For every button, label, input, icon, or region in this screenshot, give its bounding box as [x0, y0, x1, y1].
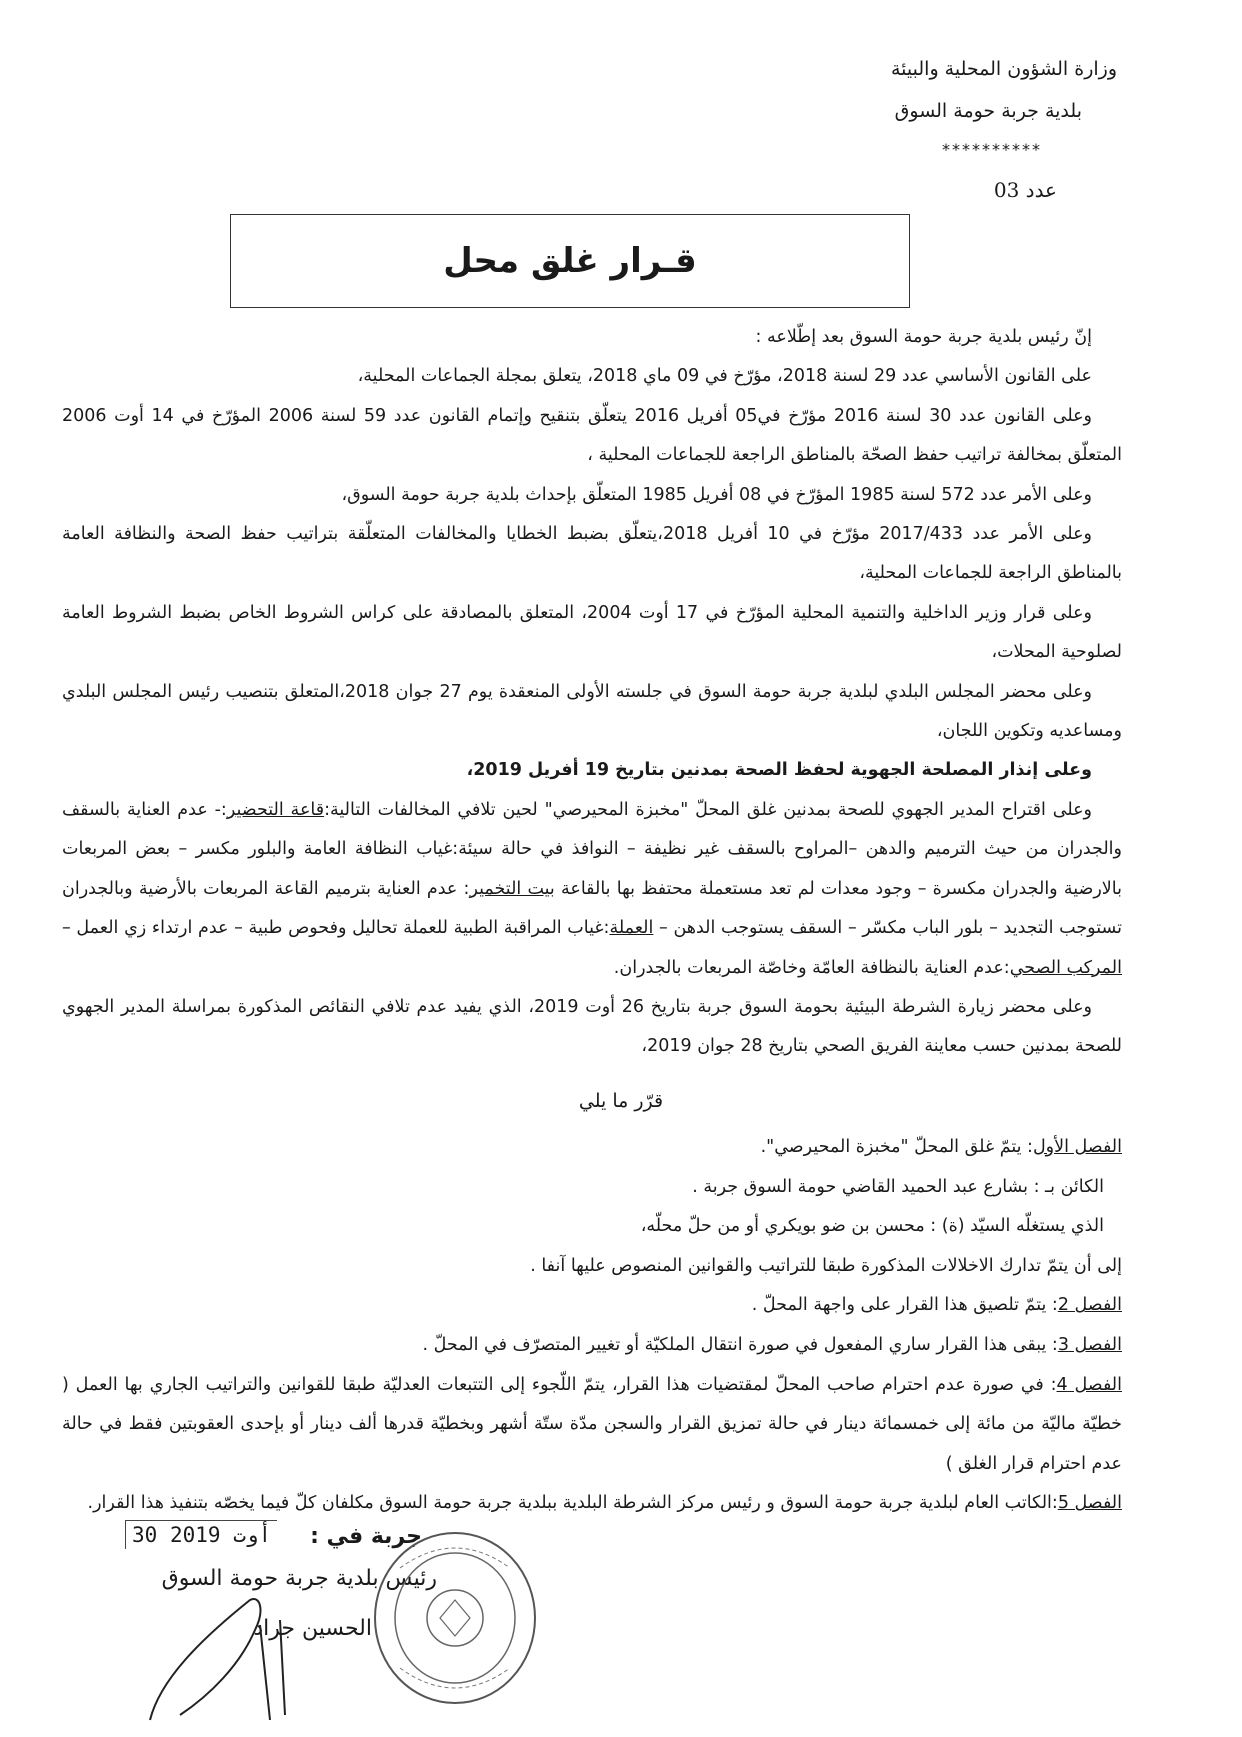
article-1-until: إلى أن يتمّ تدارك الاخلالات المذكورة طبقا للتراتيب والقوانين المنصوص عليها آنفا . [530, 1255, 1122, 1276]
municipality-name: بلدية جربة حومة السوق [894, 100, 1082, 122]
document-title: قـرار غلق محل [443, 241, 697, 281]
article-5-text: :الكاتب العام لبلدية جربة حومة السوق و رئيس مركز الشرطة البلدية ببلدية جربة حومة السوق مكلفان كلّ فيما يخصّه بتنفيذ هذا القرار. [87, 1493, 1058, 1514]
sanitary-label: المركب الصحي [1009, 957, 1122, 978]
proposal-paragraph [62, 791, 1122, 988]
police-report-line: وعلى محضر زيارة الشرطة البيئية بحومة السوق جربة بتاريخ 26 أوت 2019، الذي يفيد عدم تلافي النقائص المذكورة بمراسلة المدير الجهوي للصحة بمدنين حسب معاينة الفريق الصحي بتاريخ 28 جوان 2019، [62, 996, 1122, 1057]
handwritten-signature-icon [140, 1580, 300, 1725]
consideration-item: وعلى الأمر عدد 2017/433 مؤرّخ في 10 أفريل 2018،يتعلّق بضبط الخطايا والمخالفات المتعلّقة بتراتيب حفظ الصحة والنظافة العامة بالمناطق الراجعة للجماعات المحلية، [62, 524, 1122, 584]
prep-room-label: قاعة التحضير [226, 799, 325, 820]
article-5 [62, 1484, 1122, 1524]
consideration-item: وعلى الأمر عدد 572 لسنة 1985 المؤرّخ في 08 أفريل 1985 المتعلّق بإحداث بلدية جربة حومة السوق، [341, 484, 1092, 505]
consideration-item: وعلى القانون عدد 30 لسنة 2016 مؤرّخ في05 أفريل 2016 يتعلّق بتنقيح وإتمام القانون عدد 59 لسنة 2006 المؤرّخ في 14 أوت 2006 المتعلّق بمخالفة تراتيب حفظ الصحّة بالمناطق الراجعة للجماعات المحلية ، [62, 405, 1122, 466]
reference-value: 03 [993, 178, 1020, 202]
article-1 [62, 1128, 1122, 1168]
fermentation-room-text: : عدم العناية بترميم القاعة المربعات بالأرضية وبالجدران تستوجب التجديد – بلور الباب مكسّر – السقف يستوجب الدهن – [62, 878, 1122, 939]
signatory-name: الحسين جراد [253, 1616, 372, 1641]
articles-section [62, 1128, 1122, 1524]
intro-line: إنّ رئيس بلدية جربة حومة السوق بعد إطّلاعه : [755, 327, 1092, 347]
signatory-title: رئيس بلدية جربة حومة السوق [161, 1566, 437, 1591]
article-3 [62, 1326, 1122, 1366]
reference-number [994, 178, 1057, 202]
ministry-name: وزارة الشؤون المحلية والبيئة [891, 58, 1117, 80]
workers-label: العملة [609, 918, 654, 939]
article-4-text: : في صورة عدم احترام صاحب المحلّ لمقتضيات هذا القرار، يتمّ اللّجوء إلى التتبعات العدليّة طبقا للقوانين والتراتيب الجاري بها العمل ( خطيّة ماليّة من مائة إلى خمسمائة دينار في حالة تمزيق القرار والسجن مدّة ستّة أشهر وبخطيّة قدرها ألف دينار أو بإحدى العقوبتين فقط في حالة عدم احترام قرار الغلق ) [62, 1374, 1122, 1474]
prep-room-text: :- عدم العناية بالسقف والجدران من حيث الترميم والدهن –المراوح بالسقف غير نظيفة – النوافذ في حالة سيئة:غياب النظافة العامة والبلور مكسر – بعض المربعات بالارضية والجدران مكسرة – وجود معدات لم تعد مستعملة محتفظ بها بالقاعة [62, 799, 1122, 899]
workers-text: :غياب المراقبة الطبية للعملة تحاليل وفحوص طبية – عدم ارتداء زي العمل – [62, 918, 610, 939]
sanitary-text: :عدم العناية بالنظافة العامّة وخاصّة المربعات بالجدران. [613, 957, 1010, 978]
article-5-label: الفصل 5 [1057, 1493, 1122, 1514]
article-1-text: : يتمّ غلق المحلّ "مخبزة المحيرصي". [760, 1137, 1033, 1157]
article-1-occupant: الذي يستغلّه السيّد (ة) : محسن بن ضو بويكري أو من حلّ محلّه، [640, 1216, 1104, 1237]
article-4-label: الفصل 4 [1056, 1374, 1122, 1395]
consideration-item: وعلى محضر المجلس البلدي لبلدية جربة حومة السوق في جلسته الأولى المنعقدة يوم 27 جوان 2018،المتعلق بتنصيب رئيس المجلس البلدي ومساعديه وتكوين اللجان، [62, 681, 1122, 742]
article-2 [62, 1286, 1122, 1326]
warning-line: وعلى إنذار المصلحة الجهوية لحفظ الصحة بمدنين بتاريخ 19 أفريل 2019، [466, 760, 1092, 781]
article-1-location: الكائن بـ : بشارع عبد الحميد القاضي حومة السوق جربة . [692, 1176, 1104, 1197]
place-label: جربة في : [310, 1524, 422, 1549]
consideration-item: وعلى قرار وزير الداخلية والتنمية المحلية المؤرّخ في 17 أوت 2004، المتعلق بالمصادقة على كراس الشروط الخاص بضبط الشروط العامة لصلوحية المحلات، [62, 602, 1122, 663]
title-box [230, 214, 910, 308]
consideration-item: على القانون الأساسي عدد 29 لسنة 2018، مؤرّخ في 09 ماي 2018، يتعلق بمجلة الجماعات المحلية، [357, 366, 1092, 387]
official-seal-icon [370, 1528, 540, 1708]
proposal-lead: وعلى اقتراح المدير الجهوي للصحة بمدنين غلق المحلّ "مخبزة المحيرصي" لحين تلافي المخالفات التالية: [324, 799, 1093, 820]
article-3-text: : يبقى هذا القرار ساري المفعول في صورة انتقال الملكيّة أو تغيير المتصرّف في المحلّ . [422, 1334, 1058, 1355]
article-3-label: الفصل 3 [1057, 1334, 1122, 1355]
article-4 [62, 1366, 1122, 1485]
header-stars: ********** [942, 140, 1042, 159]
date-stamp: 30 أوت 2019 [125, 1520, 277, 1549]
article-2-text: : يتمّ تلصيق هذا القرار على واجهة المحلّ . [751, 1295, 1058, 1316]
reference-label: عدد [1025, 178, 1057, 202]
fermentation-room-label: بيت التخمير [469, 878, 555, 899]
considerations-section [62, 318, 1122, 1067]
decides-heading: قرّر ما يلي [578, 1090, 664, 1112]
article-2-label: الفصل 2 [1057, 1295, 1122, 1316]
article-1-label: الفصل الأول [1032, 1137, 1122, 1157]
